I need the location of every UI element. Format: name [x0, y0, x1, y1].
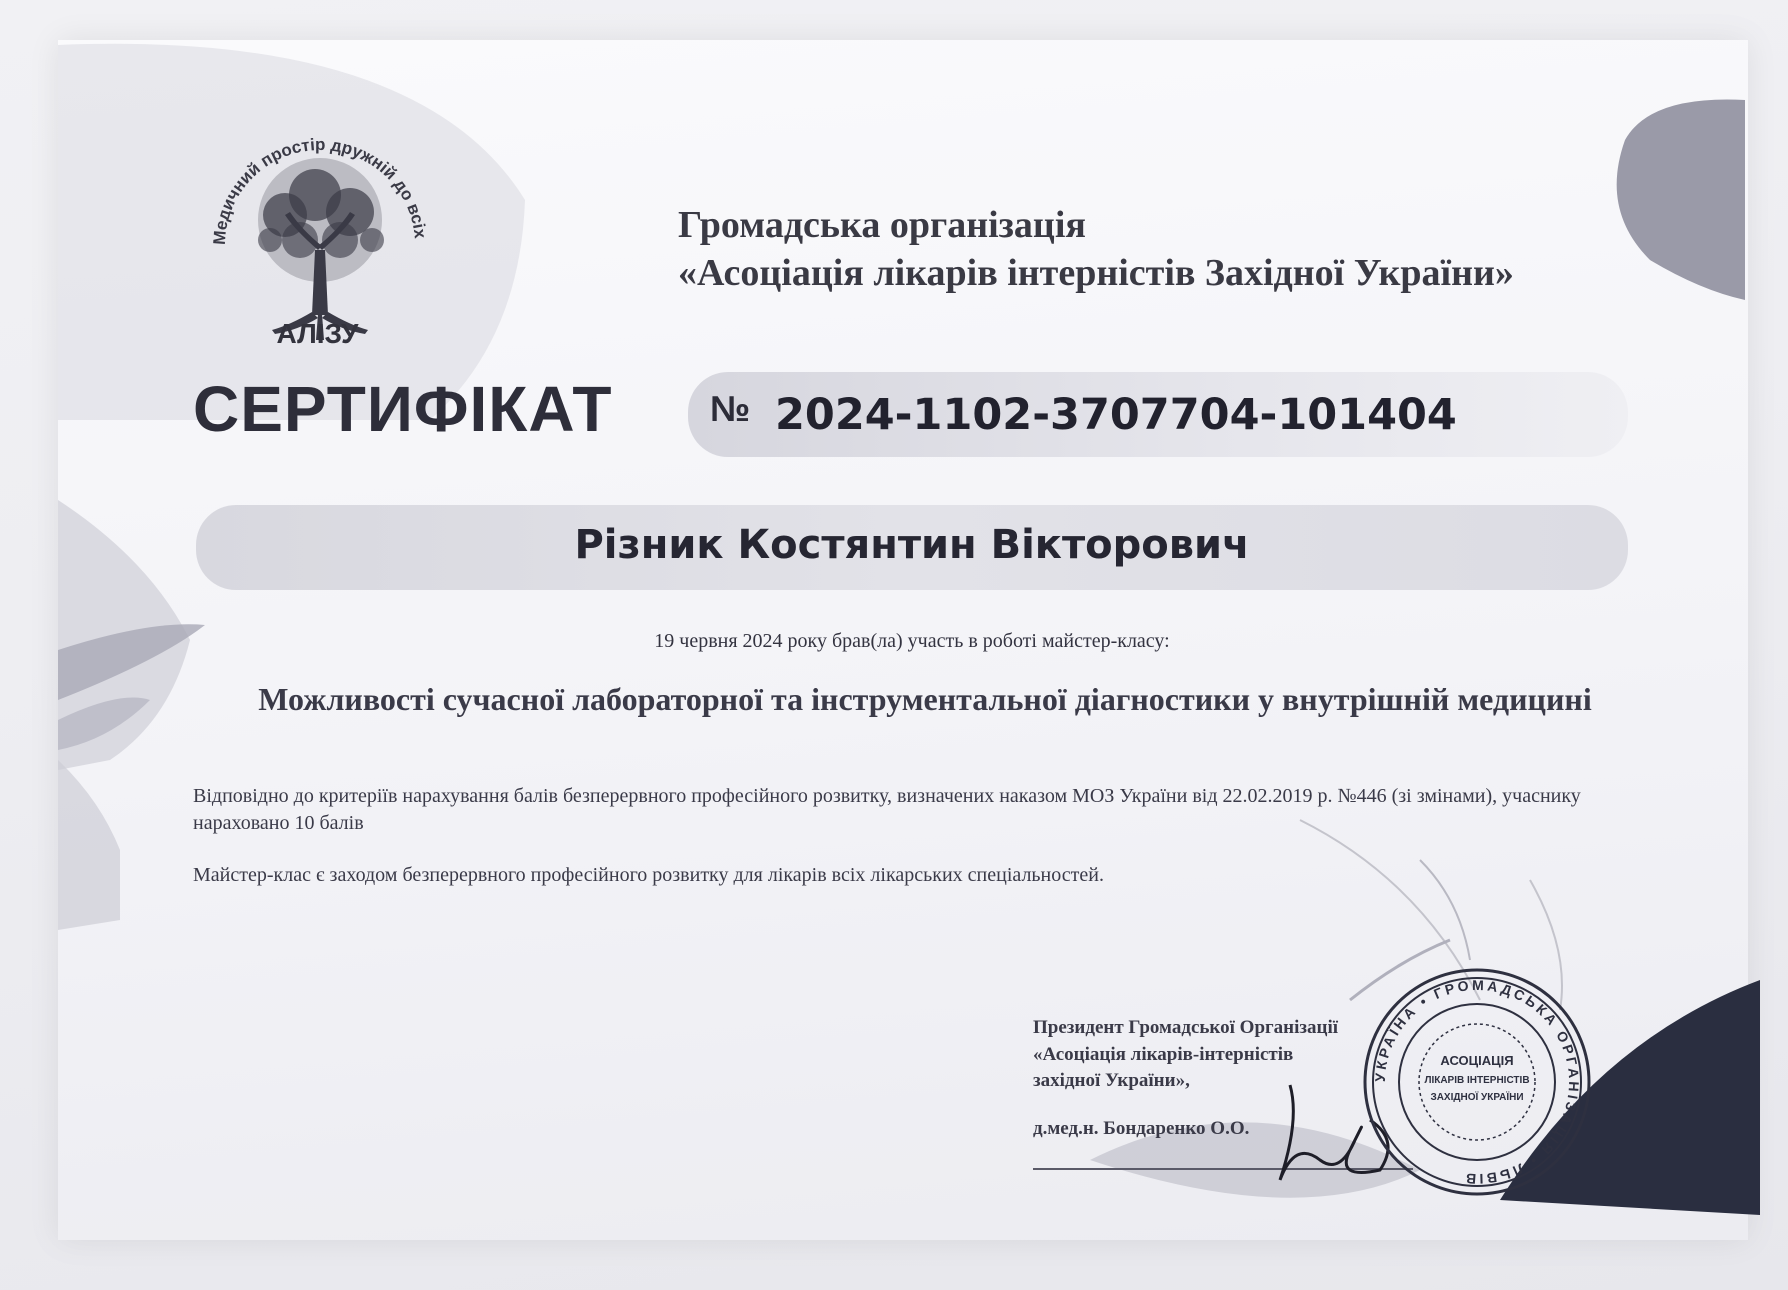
audience-paragraph: Майстер-клас є заходом безперервного професійного розвитку для лікарів всіх лікарських спеціальностей.: [193, 864, 1104, 886]
masterclass-title: Можливості сучасної лабораторної та інструментальної діагностики у внутрішній медицині: [258, 681, 1592, 717]
number-symbol: №: [710, 388, 751, 429]
credits-paragraph: Відповідно до критеріїв нарахування балів безперервного професійного розвитку, визначених наказом МОЗ України від 22.02.2019 р. №446 (зі змінами), учаснику нараховано 10 балів: [193, 785, 1581, 834]
signer-name: д.мед.н. Бондаренко О.О.: [1033, 1118, 1250, 1139]
stamp-center-2: ЛІКАРІВ ІНТЕРНІСТІВ: [1424, 1075, 1530, 1086]
logo-arc-text: Медичний простір дружній до всіх: [209, 134, 430, 246]
stamp-center-1: АСОЦІАЦІЯ: [1440, 1053, 1514, 1068]
organization-header: [678, 202, 1514, 297]
signature-line-3: західної України»,: [1033, 1070, 1190, 1092]
recipient-name: Різник Костянтин Вікторович: [574, 522, 1250, 568]
certificate-number: 2024-1102-3707704-101404: [775, 390, 1457, 440]
signature-line-2: «Асоціація лікарів-інтерністів: [1033, 1043, 1294, 1065]
official-stamp-icon: [1360, 965, 1595, 1200]
event-date-line: 19 червня 2024 року брав(ла) участь в роботі майстер-класу:: [654, 630, 1170, 652]
organization-line-1: Громадська організація: [678, 204, 1086, 246]
logo-name: АЛІЗУ: [276, 318, 359, 349]
organization-line-2: «Асоціація лікарів інтерністів Західної України»: [678, 251, 1514, 294]
stamp-outer-text: УКРАЇНА • ГРОМАДСЬКА ОРГАНІЗАЦІЯ • ЛЬВІВ: [1371, 976, 1583, 1188]
certificate-title: СЕРТИФІКАТ: [193, 373, 613, 445]
stamp-center-3: ЗАХІДНОЇ УКРАЇНИ: [1430, 1092, 1524, 1103]
signature-line-1: Президент Громадської Організації: [1033, 1017, 1339, 1038]
